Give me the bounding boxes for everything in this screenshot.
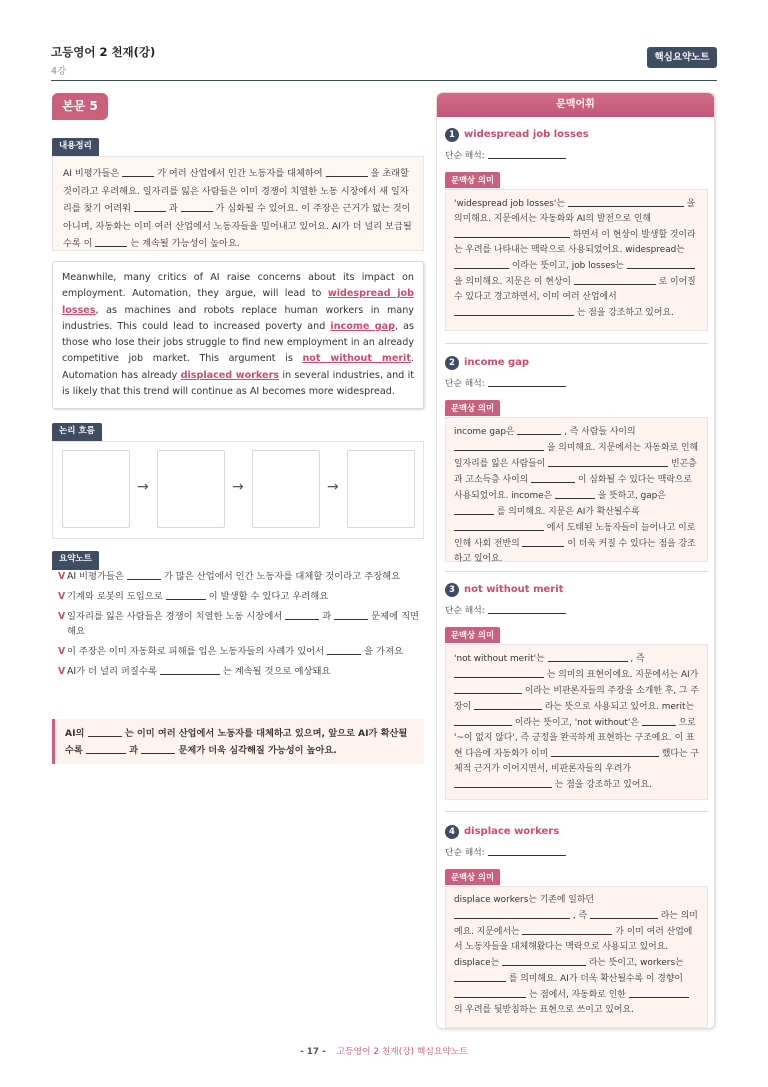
blank [454, 258, 509, 269]
note-text: 일자리를 잃은 사람들은 경쟁이 치열한 노동 시장에서 [67, 611, 283, 622]
blank [517, 424, 561, 435]
ctx-text: 했다는 구체적 근거가 이어지면서, 비판론자들의 우려가 [454, 749, 699, 774]
blank [454, 971, 506, 982]
ctx-text: , 즉 [572, 911, 588, 921]
blank [326, 166, 368, 177]
book-title: 고등영어 2 천재(강) 핵심요약노트 [336, 1047, 468, 1057]
conclusion-text: 문제가 더욱 심각해질 가능성이 높아요. [178, 745, 337, 756]
note-text: 기계와 로봇의 도입으로 [67, 591, 163, 602]
ctx-text: displace workers는 기존에 일하던 [454, 895, 594, 905]
section-badge: 핵심요약노트 [647, 47, 717, 68]
blank [122, 166, 154, 177]
simple-label: 단순 해석: [445, 848, 485, 858]
note-text: 이 주장은 이미 자동화로 피해를 입은 노동자들의 사례가 있어서 [67, 646, 325, 657]
blank [551, 746, 659, 757]
passage-box [52, 261, 424, 409]
blank [454, 987, 526, 998]
blank [548, 651, 628, 662]
ctx-text: , 즉 사람들 사이의 [564, 427, 636, 437]
ctx-text: 는 점을 강조하고 있어요. [576, 308, 674, 318]
blank[interactable] [488, 148, 566, 159]
blank [160, 664, 220, 675]
blank [568, 196, 684, 207]
blank[interactable] [488, 845, 566, 856]
ctx-text: 라는 뜻으로 사용되고 있어요. merit는 [544, 702, 695, 712]
vocab-word: widespread job losses [464, 129, 589, 140]
blank [141, 743, 175, 754]
passage-text: Meanwhile, many critics of AI raise concerns about its impact on employment. Automation, they argue, will lead to [62, 272, 414, 300]
blank [454, 520, 544, 531]
blank [522, 924, 612, 935]
ctx-text: 을 의미해요. 지문에서는 자동화와 AI의 발전으로 인해 [454, 199, 696, 224]
ctx-text: 를 의미해요. 지문은 AI가 확산될수록 [496, 507, 640, 517]
conclusion-text: 는 이미 여러 산업에서 노동자를 대체하고 있으며, 앞으로 AI가 확산될수록 [65, 728, 408, 756]
blank [629, 987, 689, 998]
ctx-text: 라는 뜻이고, workers는 [588, 958, 684, 968]
blank [181, 201, 213, 212]
blank[interactable] [488, 376, 566, 387]
blank [134, 201, 166, 212]
ctx-text: 빈곤층과 고소득층 사이의 [454, 459, 697, 485]
simple-translation [445, 148, 566, 161]
ctx-text: 에서 도태된 노동자들이 늘어나고 이로 인해 사회 전반의 [454, 523, 696, 549]
flow-box-4[interactable] [347, 450, 415, 528]
ctx-text: 하면서 이 현상이 발생할 것이라는 우려를 나타내는 맥락으로 사용되었어요. widespread는 [454, 230, 696, 255]
context-box-1 [445, 189, 708, 331]
passage-text: in several industries, and it is likely that this trend will continue as AI becomes more widespread. [62, 369, 414, 398]
ctx-text: 라는 의미예요. 지문에서는 [454, 911, 698, 937]
blank [642, 715, 676, 726]
lesson-number: 4강 [51, 66, 67, 77]
blank [454, 667, 544, 678]
simple-translation [445, 603, 566, 616]
ctx-text: 로 이어질 수 있다고 경고하면서, 이미 여러 산업에서 [454, 277, 696, 302]
ctx-text: 의 우려를 뒷받침하는 표현으로 쓰이고 있어요. [454, 1005, 634, 1015]
context-box-4 [445, 886, 708, 1028]
flow-box-2[interactable] [157, 450, 225, 528]
page-number: - 17 - [300, 1047, 326, 1057]
arrow-icon: → [137, 479, 149, 495]
summary-text: 을 초래할 것이라고 우려해요. 일자리를 잃은 사람들은 이미 경쟁이 치열한 노동 시장에서 새 일자리를 찾기 어려워 [63, 168, 409, 214]
context-box-2 [445, 417, 708, 562]
ctx-text: 이 심화될 수 있다는 맥락으로 사용되었어요. income은 [454, 475, 693, 501]
simple-translation [445, 845, 566, 858]
ctx-text: 는 의미의 표현이에요. 지문에서는 AI가 [546, 670, 699, 680]
flow-box-3[interactable] [252, 450, 320, 528]
vocab-panel-title: 문맥어휘 [437, 93, 714, 117]
simple-label: 단순 해석: [445, 606, 485, 616]
note-text: AI가 더 널리 퍼질수록 [67, 666, 157, 677]
blank [522, 536, 564, 547]
vocab-word: not without merit [464, 584, 564, 595]
blank [574, 274, 656, 285]
blank [166, 589, 206, 600]
ctx-text: 는 점에서, 자동화로 인한 [528, 990, 626, 1000]
blank [127, 569, 161, 580]
check-marker: V [58, 646, 66, 657]
ctx-text: 이라는 뜻이고, 'not without'은 [514, 718, 639, 728]
flow-tag: 논리 흐름 [52, 423, 102, 440]
ctx-text: 이라는 뜻이고, job losses는 [511, 261, 624, 271]
item-divider [445, 811, 708, 812]
summary-text: 가 여러 산업에서 인간 노동자를 대체하여 [157, 168, 323, 179]
note-text: 을 가져요 [364, 646, 403, 657]
item-divider [445, 343, 708, 344]
summary-box [52, 156, 424, 251]
blank [555, 488, 595, 499]
context-vocab-panel [436, 92, 715, 1029]
ctx-text: 이라는 비판론자들의 주장을 소개한 후, 그 주장이 [454, 686, 699, 712]
conclusion-text: 과 [129, 745, 139, 756]
blank [531, 472, 575, 483]
passage-text: , as machines and robots replace human workers in many industries. This could lead to increased poverty and [62, 304, 414, 332]
summary-text: 과 [168, 203, 178, 214]
check-marker: V [58, 591, 66, 602]
note-item [52, 569, 424, 584]
note-item [52, 664, 424, 679]
blank [285, 609, 319, 620]
page-footer [0, 1044, 768, 1057]
note-item [52, 644, 424, 659]
blank [454, 440, 544, 451]
notes-tag: 요약노트 [52, 551, 99, 568]
item-number: 4 [445, 825, 459, 839]
item-divider [445, 571, 708, 572]
ctx-text: , 즉 [630, 654, 645, 664]
vocab-word: displace workers [464, 826, 560, 837]
summary-text: AI 비평가들은 [63, 168, 120, 179]
ctx-text: 'not without merit'는 [454, 654, 545, 664]
summary-tag: 내용정리 [52, 138, 99, 155]
blank [627, 258, 695, 269]
summary-text: 가 심화될 수 있어요. 이 주장은 근거가 없는 것이 아니며, 자동화는 이미 여러 산업에서 노동자들을 밀어내고 있어요. AI가 더 널리 보급될수록 이 [63, 203, 412, 249]
highlight-income-gap: income gap [330, 320, 395, 332]
item-number: 2 [445, 356, 459, 370]
blank [590, 908, 658, 919]
vocab-word: income gap [464, 357, 530, 368]
simple-translation [445, 376, 566, 389]
blank [454, 683, 522, 694]
blank [454, 777, 552, 788]
arrow-icon: → [232, 479, 244, 495]
blank [454, 908, 570, 919]
ctx-text: 을 의미해요. 지문에서는 자동화로 인해 일자리를 잃은 사람들이 [454, 443, 699, 469]
blank [86, 743, 126, 754]
ctx-text: 를 의미해요. AI가 더욱 확산될수록 이 경향이 [508, 974, 684, 984]
context-tag: 문맥상 의미 [445, 400, 500, 416]
note-item [52, 589, 424, 604]
flow-box-1[interactable] [62, 450, 130, 528]
context-tag: 문맥상 의미 [445, 627, 500, 643]
blank [454, 227, 570, 238]
blank[interactable] [488, 603, 566, 614]
blank [327, 644, 361, 655]
context-tag: 문맥상 의미 [445, 172, 500, 188]
conclusion-box [52, 719, 424, 764]
note-text: 이 발생할 수 있다고 우려해요 [208, 591, 329, 602]
blank [95, 236, 127, 247]
blank [454, 504, 494, 515]
item-number: 1 [445, 128, 459, 142]
lesson-tab: 본문 5 [52, 93, 108, 120]
conclusion-text: AI의 [65, 728, 85, 739]
ctx-text: 을 의미해요. 지문은 이 현상이 [454, 277, 571, 287]
note-text: 는 계속될 것으로 예상돼요 [222, 666, 331, 677]
note-text: 가 많은 산업에서 인간 노동자를 대체할 것이라고 주장해요 [163, 571, 401, 582]
ctx-text: 을 뜻하고, gap은 [597, 491, 666, 501]
blank [474, 699, 542, 710]
note-text: AI 비평가들은 [67, 571, 124, 582]
blank [88, 726, 122, 737]
passage-text: . Automation has already [62, 353, 414, 381]
ctx-text: 'widespread job losses'는 [454, 199, 565, 209]
check-marker: V [58, 611, 66, 622]
highlight-not-without-merit: not without merit [302, 353, 411, 365]
context-box-3 [445, 644, 708, 800]
ctx-text: income gap은 [454, 427, 515, 437]
item-number: 3 [445, 583, 459, 597]
header-divider [51, 80, 717, 81]
note-item [52, 609, 424, 639]
blank [548, 456, 668, 467]
blank [502, 955, 586, 966]
simple-label: 단순 해석: [445, 151, 485, 161]
passage-text: , as those who lose their jobs struggle to find new employment in an already competitive job market. This argument is [62, 320, 414, 365]
blank [454, 715, 512, 726]
ctx-text: 이 더욱 커질 수 있다는 점을 강조하고 있어요. [454, 539, 696, 564]
ctx-text: 가 이미 여러 산업에서 노동자들을 대체해왔다는 맥락으로 사용되고 있어요. displace는 [454, 927, 693, 968]
ctx-text: 는 점을 강조하고 있어요. [554, 780, 652, 790]
ctx-text: 으로 '~이 없지 않다', 즉 긍정을 완곡하게 표현하는 구조예요. 이 표현 다음에 자동화가 이미 [454, 718, 696, 759]
note-text: 문제에 직면해요 [67, 611, 420, 637]
note-text: 과 [322, 611, 332, 622]
blank [454, 305, 574, 316]
simple-label: 단순 해석: [445, 379, 485, 389]
arrow-icon: → [327, 479, 339, 495]
highlight-widespread-job-losses: widespread job losses [62, 288, 414, 316]
summary-text: 는 계속될 가능성이 높아요. [130, 238, 240, 249]
check-marker: V [58, 666, 66, 677]
check-marker: V [58, 571, 66, 582]
highlight-displaced-workers: displaced workers [180, 369, 280, 381]
document-title: 고등영어 2 천재(강) [51, 45, 156, 59]
blank [334, 609, 368, 620]
logic-flow [52, 441, 424, 539]
context-tag: 문맥상 의미 [445, 869, 500, 885]
summary-notes [52, 569, 424, 684]
